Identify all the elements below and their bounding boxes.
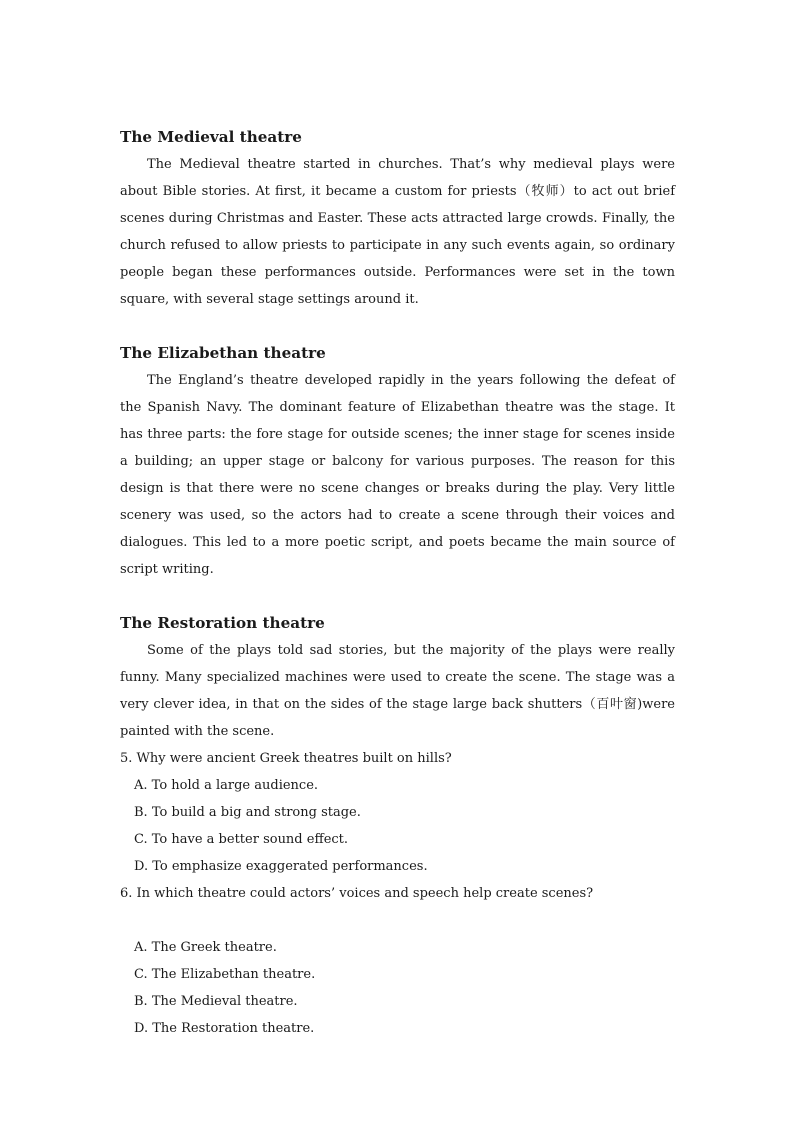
spacer bbox=[120, 313, 675, 340]
option-letter: D. bbox=[134, 859, 149, 874]
option-item bbox=[134, 961, 675, 988]
option-text: The Restoration theatre. bbox=[152, 1021, 315, 1036]
option-letter: B. bbox=[134, 805, 148, 820]
option-item bbox=[134, 826, 675, 853]
section-text-restoration: Some of the plays told sad stories, but the majority of the plays were really funny. Many specialized machines were used to create the scene. The stage was a very clever idea, in that on the sides of the stage large back shutters（百叶窗)were painted with the scene. bbox=[120, 643, 675, 739]
spacer bbox=[120, 907, 675, 934]
option-item bbox=[134, 934, 675, 961]
option-letter: C. bbox=[134, 832, 148, 847]
option-text: To have a better sound effect. bbox=[151, 832, 349, 847]
option-item bbox=[134, 772, 675, 799]
question-6-options bbox=[120, 934, 675, 1042]
option-text: The Elizabethan theatre. bbox=[151, 967, 316, 982]
question-5-options bbox=[120, 772, 675, 880]
spacer bbox=[120, 583, 675, 610]
section-text-medieval: The Medieval theatre started in churches. That’s why medieval plays were about Bible stories. At first, it became a custom for priests（牧师）to act out brief scenes during Christmas and Easter. These acts attracted large crowds. Finally, the church refused to allow priests to participate in any such events again, so ordinary people began these performances outside. Performances were set in the town square, with several stage settings around it. bbox=[120, 157, 675, 307]
option-letter: D. bbox=[134, 1021, 149, 1036]
option-item bbox=[134, 1015, 675, 1042]
section-heading-restoration: The Restoration theatre bbox=[120, 614, 325, 632]
question-5: 5. Why were ancient Greek theatres built on hills? bbox=[120, 751, 452, 766]
option-item bbox=[134, 799, 675, 826]
option-text: The Greek theatre. bbox=[151, 940, 277, 955]
question-6: 6. In which theatre could actors’ voices and speech help create scenes? bbox=[120, 886, 594, 901]
option-letter: C. bbox=[134, 967, 148, 982]
document-page bbox=[120, 124, 675, 1042]
section-text-elizabethan: The England’s theatre developed rapidly in the years following the defeat of the Spanish Navy. The dominant feature of Elizabethan theatre was the stage. It has three parts: the fore stage for outside scenes; the inner stage for scenes inside a building; an upper stage or balcony for various purposes. The reason for this design is that there were no scene changes or breaks during the play. Very little scenery was used, so the actors had to create a scene through their voices and dialogues. This led to a more poetic script, and poets became the main source of script writing. bbox=[120, 373, 675, 577]
option-text: The Medieval theatre. bbox=[151, 994, 298, 1009]
option-text: To build a big and strong stage. bbox=[151, 805, 361, 820]
section-heading-medieval: The Medieval theatre bbox=[120, 128, 302, 146]
option-text: To emphasize exaggerated performances. bbox=[152, 859, 428, 874]
section-heading-elizabethan: The Elizabethan theatre bbox=[120, 344, 326, 362]
option-letter: A. bbox=[134, 940, 148, 955]
option-item bbox=[134, 988, 675, 1015]
option-item bbox=[134, 853, 675, 880]
option-letter: B. bbox=[134, 994, 148, 1009]
option-text: To hold a large audience. bbox=[151, 778, 319, 793]
option-letter: A. bbox=[134, 778, 148, 793]
